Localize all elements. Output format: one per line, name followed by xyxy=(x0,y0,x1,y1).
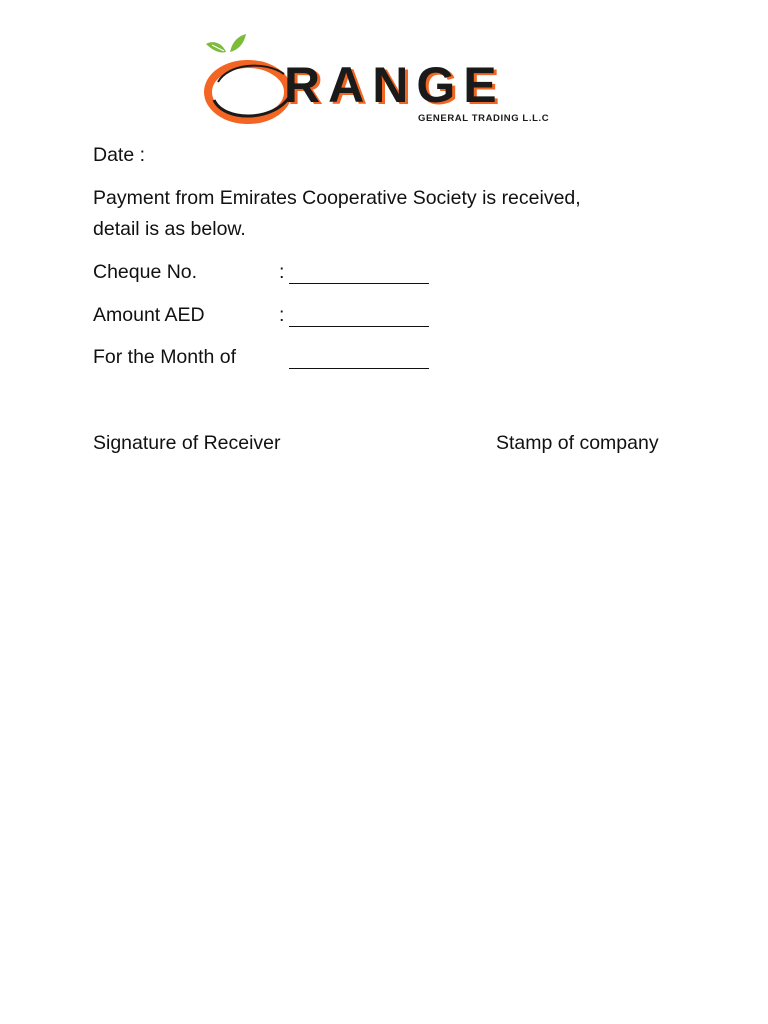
cheque-number-row xyxy=(93,263,693,289)
month-row xyxy=(93,348,693,374)
date-label: Date : xyxy=(93,144,146,166)
amount-aed-blank-line xyxy=(289,306,429,327)
month-blank-line xyxy=(289,348,429,369)
intro-line-2: detail is as below. xyxy=(93,218,246,240)
stamp-of-company-label: Stamp of company xyxy=(496,432,659,454)
amount-aed-colon: : xyxy=(279,304,285,326)
amount-aed-row xyxy=(93,306,693,332)
cheque-number-colon: : xyxy=(279,261,285,283)
company-logo xyxy=(204,30,576,126)
amount-aed-label: Amount AED xyxy=(93,304,205,326)
signature-of-receiver-label: Signature of Receiver xyxy=(93,432,281,454)
cheque-number-blank-line xyxy=(289,263,429,284)
cheque-number-label: Cheque No. xyxy=(93,261,198,283)
logo-wordmark: RANGE xyxy=(284,57,505,113)
month-label: For the Month of xyxy=(93,346,237,368)
leaf-right-icon xyxy=(230,34,246,52)
intro-line-1: Payment from Emirates Cooperative Society is received, xyxy=(93,187,581,209)
logo-o-ring-icon xyxy=(208,64,288,120)
logo-tagline: GENERAL TRADING L.L.C xyxy=(418,113,550,124)
